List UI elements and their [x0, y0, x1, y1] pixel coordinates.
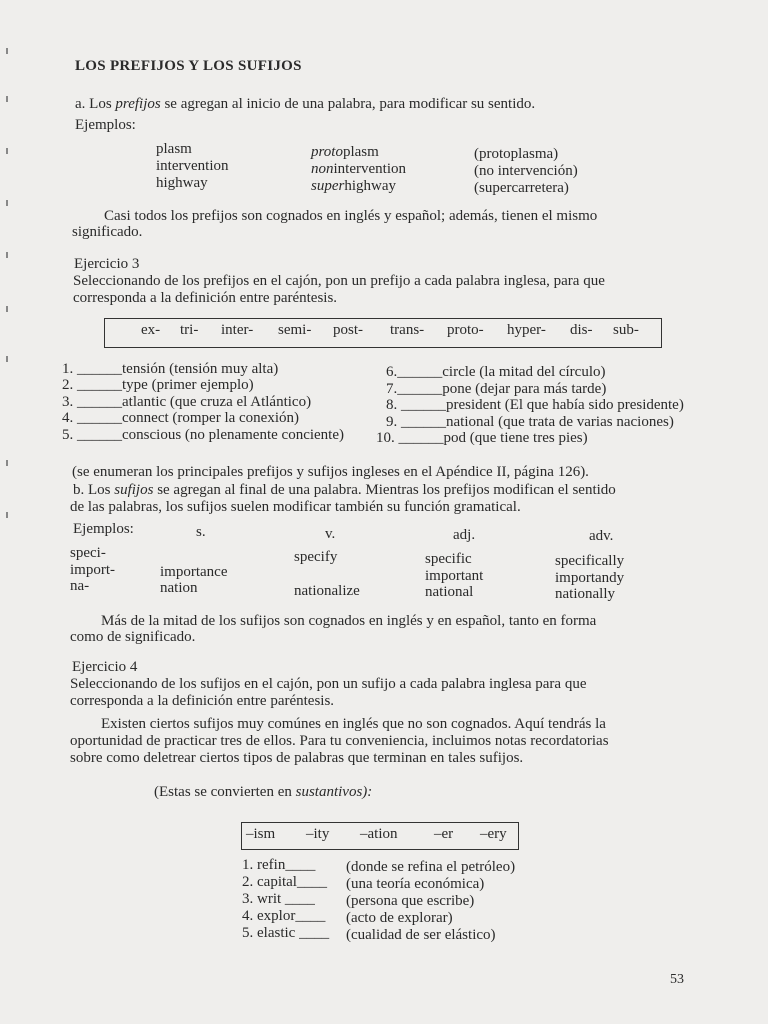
answer-blank[interactable]: ______ — [77, 361, 122, 377]
exercise-3-item: 8. ______president (El que había sido presidente) — [386, 397, 684, 413]
root-word: import- — [70, 562, 115, 578]
exercise-3-instructions: corresponda a la definición entre paréntesis. — [73, 290, 338, 306]
exercise-4-paragraph: sobre como deletrear ciertos tipos de palabras que terminan en tales sufijos. — [70, 750, 524, 766]
verb-form: nationalize — [294, 583, 360, 599]
prefix-option: sub- — [613, 322, 639, 338]
cognate-note: Más de la mitad de los sufijos son cognados en inglés y en español, tanto en forma — [101, 613, 597, 629]
example-base: plasm — [156, 141, 192, 157]
exercise-3-item: 7.______pone (dejar para más tarde) — [386, 381, 607, 397]
root-word: na- — [70, 578, 90, 594]
page-number: 53 — [670, 972, 684, 987]
answer-blank[interactable]: ____ — [299, 925, 330, 941]
answer-blank[interactable]: ______ — [77, 427, 122, 443]
answer-blank[interactable]: ____ — [295, 908, 326, 924]
prefix-option: semi- — [278, 322, 312, 338]
exercise-4-item: 3. writ ____ — [242, 891, 315, 907]
adverb-form: importandy — [555, 570, 625, 586]
exercise-4-item: 4. explor____ — [242, 908, 326, 924]
section-b-intro: de las palabras, los sufijos suelen modificar también su función gramatical. — [70, 499, 521, 515]
adverb-form: specifically — [555, 553, 625, 569]
prefix-option: tri- — [180, 322, 199, 338]
margin-mark — [6, 48, 8, 54]
example-prefixed: nonintervention — [311, 161, 406, 177]
cognate-note: como de significado. — [70, 629, 196, 645]
verb-form: specify — [294, 549, 338, 565]
answer-blank[interactable]: ____ — [285, 857, 316, 873]
appendix-note: (se enumeran los principales prefijos y sufijos ingleses en el Apéndice II, página 126). — [72, 464, 589, 480]
prefix-option: ex- — [141, 322, 161, 338]
section-a-letter: a. Los — [75, 96, 112, 112]
noun-form: nation — [160, 580, 198, 596]
example-translation: (protoplasma) — [474, 146, 559, 162]
conversion-note: (Estas se convierten en sustantivos): — [154, 784, 373, 800]
column-header: s. — [196, 524, 206, 540]
column-header: adv. — [589, 528, 614, 544]
section-a-intro — [75, 96, 535, 112]
exercise-4-definition: (persona que escribe) — [346, 893, 475, 909]
exercise-3-item: 5. ______conscious (no plenamente conciente) — [62, 427, 344, 443]
prefix-box — [104, 318, 662, 348]
section-a-rest: se agregan al inicio de una palabra, para modificar su sentido. — [164, 96, 536, 112]
exercise-4-label: Ejercicio 4 — [72, 659, 138, 675]
example-prefixed: protoplasm — [311, 144, 379, 160]
answer-blank[interactable]: ______ — [397, 381, 443, 397]
section-a-term: prefijos — [115, 96, 161, 112]
answer-blank[interactable]: ______ — [77, 377, 122, 393]
answer-blank[interactable]: ______ — [397, 364, 443, 380]
prefix-option: hyper- — [507, 322, 546, 338]
suffix-option: –ery — [480, 826, 507, 842]
adverb-form: nationally — [555, 586, 615, 602]
answer-blank[interactable]: ______ — [401, 397, 446, 413]
exercise-4-definition: (cualidad de ser elástico) — [346, 927, 496, 943]
adjective-form: specific — [425, 551, 472, 567]
examples-label: Ejemplos: — [73, 521, 134, 537]
prefix-option: trans- — [390, 322, 425, 338]
suffix-option: –er — [434, 826, 454, 842]
margin-mark — [6, 356, 8, 362]
answer-blank[interactable]: ____ — [284, 891, 315, 907]
exercise-4-definition: (acto de explorar) — [346, 910, 453, 926]
example-base: intervention — [156, 158, 229, 174]
margin-mark — [6, 460, 8, 466]
margin-mark — [6, 96, 8, 102]
prefix-option: dis- — [570, 322, 593, 338]
noun-form: importance — [160, 564, 228, 580]
answer-blank[interactable]: ____ — [296, 874, 327, 890]
exercise-3-item: 1. ______tensión (tensión muy alta) — [62, 361, 279, 377]
cognate-note: significado. — [72, 224, 143, 240]
adjective-form: national — [425, 584, 474, 600]
example-translation: (no intervención) — [474, 163, 578, 179]
exercise-3-item: 2. ______type (primer ejemplo) — [62, 377, 254, 393]
suffix-option: –ity — [306, 826, 330, 842]
exercise-4-definition: (una teoría económica) — [346, 876, 485, 892]
column-header: v. — [325, 526, 336, 542]
exercise-3-item: 9. ______national (que trata de varias naciones) — [386, 414, 674, 430]
exercise-3-item: 4. ______connect (romper la conexión) — [62, 410, 300, 426]
section-b-intro: b. Los sufijos se agregan al final de una palabra. Mientras los prefijos modifican el sentido — [73, 482, 616, 498]
exercise-4-paragraph: oportunidad de practicar tres de ellos. Para tu conveniencia, incluimos notas recordatorias — [70, 733, 609, 749]
answer-blank[interactable]: ______ — [77, 410, 122, 426]
example-translation: (supercarretera) — [474, 180, 569, 196]
answer-blank[interactable]: ______ — [398, 430, 444, 446]
exercise-4-item: 5. elastic ____ — [242, 925, 330, 941]
examples-label: Ejemplos: — [75, 117, 136, 133]
exercise-4-definition: (donde se refina el petróleo) — [346, 859, 516, 875]
prefix-option: inter- — [221, 322, 254, 338]
answer-blank[interactable]: ______ — [401, 414, 446, 430]
answer-blank[interactable]: ______ — [77, 394, 122, 410]
exercise-3-label: Ejercicio 3 — [74, 256, 140, 272]
margin-mark — [6, 200, 8, 206]
exercise-3-item: 3. ______atlantic (que cruza el Atlántico) — [62, 394, 312, 410]
margin-mark — [6, 148, 8, 154]
margin-mark — [6, 306, 8, 312]
example-prefixed: superhighway — [311, 178, 397, 194]
exercise-4-item: 2. capital____ — [242, 874, 327, 890]
exercise-4-instructions: Seleccionando de los sufijos en el cajón, pon un sufijo a cada palabra inglesa para que — [70, 676, 587, 692]
exercise-4-item: 1. refin____ — [242, 857, 316, 873]
exercise-3-item: 6.______circle (la mitad del círculo) — [386, 364, 606, 380]
cognate-note: Casi todos los prefijos son cognados en inglés y español; además, tienen el mismo — [104, 208, 598, 224]
suffix-option: –ism — [246, 826, 276, 842]
suffix-option: –ation — [360, 826, 398, 842]
margin-mark — [6, 252, 8, 258]
page-title: LOS PREFIJOS Y LOS SUFIJOS — [75, 58, 302, 74]
example-base: highway — [156, 175, 208, 191]
adjective-form: important — [425, 568, 484, 584]
prefix-option: post- — [333, 322, 363, 338]
prefix-option: proto- — [447, 322, 484, 338]
root-word: speci- — [70, 545, 106, 561]
exercise-4-instructions: corresponda a la definición entre paréntesis. — [70, 693, 335, 709]
exercise-3-item: 10. ______pod (que tiene tres pies) — [376, 430, 588, 446]
margin-mark — [6, 512, 8, 518]
column-header: adj. — [453, 527, 476, 543]
exercise-4-paragraph: Existen ciertos sufijos muy comúnes en inglés que no son cognados. Aquí tendrás la — [101, 716, 606, 732]
suffix-box — [241, 822, 519, 850]
exercise-3-instructions: Seleccionando de los prefijos en el cajón, pon un prefijo a cada palabra inglesa, para que — [73, 273, 605, 289]
